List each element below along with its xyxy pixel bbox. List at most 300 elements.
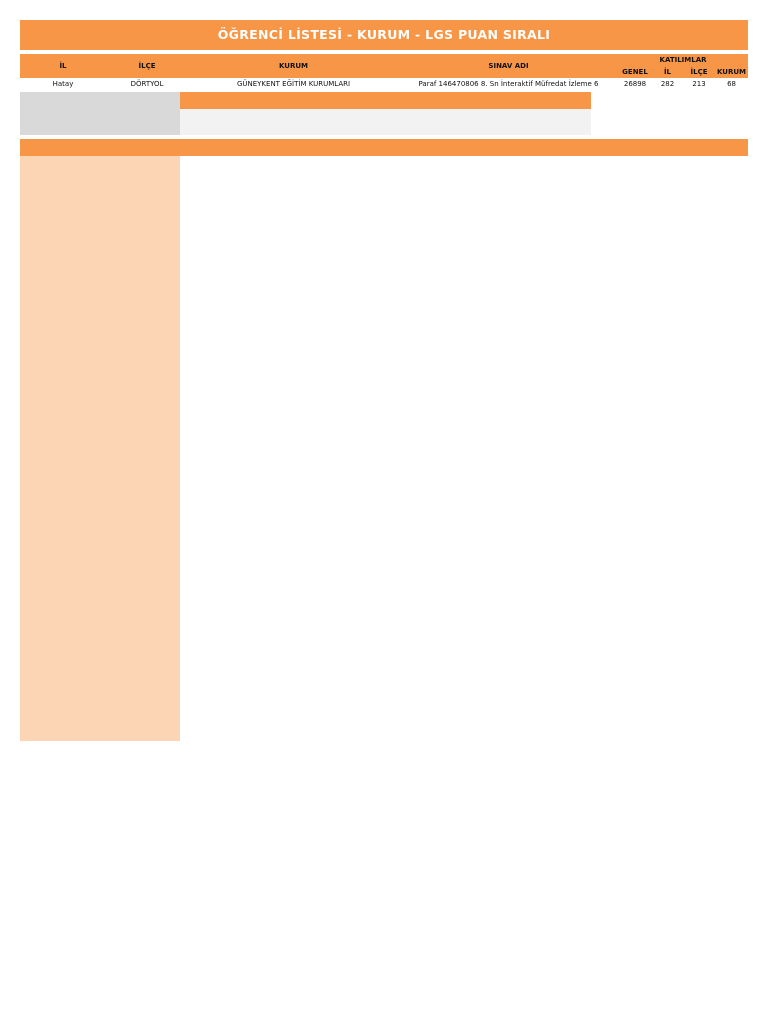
cell bbox=[180, 251, 194, 260]
cell bbox=[591, 526, 630, 535]
average-value bbox=[326, 118, 340, 127]
cell bbox=[375, 680, 389, 689]
cell bbox=[355, 397, 375, 406]
student-name bbox=[40, 560, 150, 569]
cell bbox=[180, 208, 194, 217]
cell bbox=[326, 431, 340, 440]
cell bbox=[709, 414, 748, 423]
cell bbox=[209, 715, 229, 724]
student-name bbox=[40, 319, 150, 328]
student-name bbox=[40, 577, 150, 586]
cell bbox=[709, 715, 748, 724]
cell bbox=[341, 620, 355, 629]
cell bbox=[306, 276, 326, 285]
cell bbox=[306, 234, 326, 243]
student-class bbox=[151, 251, 181, 260]
cell bbox=[306, 551, 326, 560]
cell bbox=[180, 276, 194, 285]
cell bbox=[591, 354, 630, 363]
cell bbox=[709, 629, 748, 638]
student-name bbox=[40, 689, 150, 698]
cell bbox=[278, 680, 292, 689]
table-row bbox=[20, 483, 748, 492]
cell bbox=[243, 715, 257, 724]
cell bbox=[497, 517, 522, 526]
cell bbox=[424, 551, 438, 560]
cell bbox=[341, 603, 355, 612]
cell bbox=[306, 655, 326, 664]
cell bbox=[209, 483, 229, 492]
cell bbox=[591, 551, 630, 560]
cell bbox=[522, 431, 553, 440]
cell bbox=[341, 577, 355, 586]
cell bbox=[195, 569, 209, 578]
cell bbox=[306, 173, 326, 182]
cell bbox=[472, 483, 497, 492]
cell bbox=[497, 629, 522, 638]
cell bbox=[452, 526, 472, 535]
cell bbox=[669, 474, 708, 483]
cell bbox=[257, 560, 277, 569]
dyn-header bbox=[195, 101, 209, 110]
cell bbox=[424, 620, 438, 629]
student-class bbox=[151, 345, 181, 354]
cell bbox=[669, 165, 708, 174]
cell bbox=[709, 466, 748, 475]
row-number bbox=[20, 526, 40, 535]
cell bbox=[522, 629, 553, 638]
cell bbox=[438, 491, 452, 500]
cell bbox=[278, 319, 292, 328]
cell bbox=[669, 259, 708, 268]
student-class bbox=[151, 723, 181, 732]
cell bbox=[229, 285, 243, 294]
cell bbox=[522, 586, 553, 595]
cell bbox=[243, 423, 257, 432]
cell bbox=[243, 543, 257, 552]
cell bbox=[497, 457, 522, 466]
student-class bbox=[151, 311, 181, 320]
cell bbox=[257, 655, 277, 664]
student-name bbox=[40, 276, 150, 285]
cell bbox=[389, 603, 403, 612]
cell bbox=[452, 491, 472, 500]
student-class bbox=[151, 431, 181, 440]
cell bbox=[257, 612, 277, 621]
cell bbox=[709, 594, 748, 603]
katilim-ilce-value: 213 bbox=[683, 78, 715, 90]
cell bbox=[243, 397, 257, 406]
cell bbox=[341, 448, 355, 457]
cell bbox=[669, 637, 708, 646]
cell bbox=[522, 191, 553, 200]
cell bbox=[522, 345, 553, 354]
cell bbox=[630, 655, 669, 664]
cell bbox=[195, 294, 209, 303]
cell bbox=[669, 431, 708, 440]
cell bbox=[180, 474, 194, 483]
cell bbox=[229, 466, 243, 475]
row-number bbox=[20, 500, 40, 509]
cell bbox=[209, 414, 229, 423]
student-name bbox=[40, 586, 150, 595]
row-number bbox=[20, 362, 40, 371]
average-value bbox=[522, 109, 553, 118]
cell bbox=[472, 732, 497, 741]
dyn-header bbox=[403, 101, 423, 110]
student-name bbox=[40, 732, 150, 741]
cell bbox=[229, 723, 243, 732]
cell bbox=[195, 509, 209, 518]
cell bbox=[472, 311, 497, 320]
cell bbox=[553, 302, 591, 311]
cell bbox=[209, 448, 229, 457]
cell bbox=[591, 715, 630, 724]
cell bbox=[180, 672, 194, 681]
cell bbox=[438, 354, 452, 363]
cell bbox=[278, 500, 292, 509]
cell bbox=[355, 603, 375, 612]
cell bbox=[424, 354, 438, 363]
cell bbox=[522, 208, 553, 217]
row-number bbox=[20, 311, 40, 320]
cell bbox=[355, 569, 375, 578]
cell bbox=[522, 663, 553, 672]
subject-header bbox=[424, 92, 473, 101]
cell bbox=[472, 586, 497, 595]
cell bbox=[424, 225, 438, 234]
cell bbox=[630, 517, 669, 526]
cell bbox=[472, 259, 497, 268]
student-class bbox=[151, 637, 181, 646]
average-value bbox=[497, 118, 522, 127]
cell bbox=[472, 242, 497, 251]
cell bbox=[278, 509, 292, 518]
cell bbox=[497, 431, 522, 440]
cell bbox=[355, 156, 375, 165]
cell bbox=[326, 655, 340, 664]
cell bbox=[355, 448, 375, 457]
cell bbox=[424, 199, 438, 208]
table-row bbox=[20, 448, 748, 457]
cell bbox=[389, 517, 403, 526]
cell bbox=[522, 637, 553, 646]
cell bbox=[195, 380, 209, 389]
cell bbox=[669, 466, 708, 475]
cell bbox=[243, 285, 257, 294]
cell bbox=[438, 294, 452, 303]
cell bbox=[553, 629, 591, 638]
cell bbox=[209, 268, 229, 277]
cell bbox=[278, 732, 292, 741]
cell bbox=[553, 345, 591, 354]
student-name bbox=[40, 466, 150, 475]
cell bbox=[472, 457, 497, 466]
avg-subject-row bbox=[20, 92, 748, 101]
student-name bbox=[40, 423, 150, 432]
cell bbox=[438, 594, 452, 603]
cell bbox=[278, 448, 292, 457]
cell bbox=[209, 500, 229, 509]
cell bbox=[553, 268, 591, 277]
cell bbox=[180, 577, 194, 586]
cell bbox=[424, 517, 438, 526]
average-value bbox=[326, 109, 340, 118]
cell bbox=[375, 345, 389, 354]
cell bbox=[389, 509, 403, 518]
cell bbox=[243, 680, 257, 689]
cell bbox=[306, 431, 326, 440]
cell bbox=[243, 225, 257, 234]
cell bbox=[403, 191, 423, 200]
row-number bbox=[20, 388, 40, 397]
cell bbox=[522, 594, 553, 603]
table-row bbox=[20, 354, 748, 363]
cell bbox=[669, 603, 708, 612]
cell bbox=[472, 208, 497, 217]
cell bbox=[341, 534, 355, 543]
average-value bbox=[522, 126, 553, 135]
dyn-header bbox=[180, 148, 194, 157]
cell bbox=[591, 543, 630, 552]
cell bbox=[306, 732, 326, 741]
cell bbox=[180, 715, 194, 724]
cell bbox=[472, 723, 497, 732]
student-class bbox=[151, 466, 181, 475]
student-class bbox=[151, 663, 181, 672]
cell bbox=[630, 620, 669, 629]
cell bbox=[209, 362, 229, 371]
cell bbox=[553, 276, 591, 285]
cell bbox=[497, 560, 522, 569]
cell bbox=[243, 319, 257, 328]
info-table bbox=[20, 54, 748, 90]
cell bbox=[375, 663, 389, 672]
cell bbox=[306, 380, 326, 389]
cell bbox=[375, 474, 389, 483]
cell bbox=[341, 706, 355, 715]
cell bbox=[195, 268, 209, 277]
table-row bbox=[20, 586, 748, 595]
cell bbox=[472, 397, 497, 406]
cell bbox=[355, 440, 375, 449]
cell bbox=[424, 594, 438, 603]
cell bbox=[341, 543, 355, 552]
cell bbox=[292, 362, 306, 371]
cell bbox=[553, 509, 591, 518]
row-number bbox=[20, 483, 40, 492]
cell bbox=[389, 663, 403, 672]
cell bbox=[341, 199, 355, 208]
cell bbox=[375, 156, 389, 165]
cell bbox=[229, 191, 243, 200]
cell bbox=[472, 319, 497, 328]
cell bbox=[630, 637, 669, 646]
student-name bbox=[40, 302, 150, 311]
cell bbox=[195, 345, 209, 354]
cell bbox=[326, 199, 340, 208]
katilim-il-value: 282 bbox=[652, 78, 683, 90]
cell bbox=[497, 698, 522, 707]
cell bbox=[709, 354, 748, 363]
cell bbox=[403, 620, 423, 629]
cell bbox=[472, 612, 497, 621]
cell bbox=[709, 706, 748, 715]
cell bbox=[292, 655, 306, 664]
student-name bbox=[40, 457, 150, 466]
student-name bbox=[40, 242, 150, 251]
cell bbox=[243, 199, 257, 208]
cell bbox=[180, 500, 194, 509]
row-number bbox=[20, 216, 40, 225]
cell bbox=[709, 448, 748, 457]
cell bbox=[243, 526, 257, 535]
cell bbox=[326, 182, 340, 191]
cell bbox=[180, 388, 194, 397]
cell bbox=[452, 448, 472, 457]
cell bbox=[472, 620, 497, 629]
cell bbox=[452, 311, 472, 320]
cell bbox=[709, 612, 748, 621]
cell bbox=[209, 440, 229, 449]
subject-header bbox=[180, 139, 229, 148]
cell bbox=[452, 191, 472, 200]
toplam-header bbox=[472, 92, 553, 101]
cell bbox=[195, 354, 209, 363]
cell bbox=[424, 440, 438, 449]
cell bbox=[709, 457, 748, 466]
cell bbox=[438, 715, 452, 724]
cell bbox=[389, 362, 403, 371]
dyn-header bbox=[209, 101, 229, 110]
cell bbox=[438, 302, 452, 311]
cell bbox=[472, 577, 497, 586]
cell bbox=[669, 276, 708, 285]
cell bbox=[243, 414, 257, 423]
cell bbox=[591, 294, 630, 303]
cell bbox=[438, 371, 452, 380]
cell bbox=[669, 328, 708, 337]
cell bbox=[497, 646, 522, 655]
student-class bbox=[151, 483, 181, 492]
average-value bbox=[355, 118, 375, 127]
cell bbox=[229, 577, 243, 586]
cell bbox=[472, 603, 497, 612]
cell bbox=[341, 612, 355, 621]
cell bbox=[403, 362, 423, 371]
student-class bbox=[151, 706, 181, 715]
cell bbox=[497, 285, 522, 294]
student-class bbox=[151, 423, 181, 432]
cell bbox=[341, 663, 355, 672]
table-row bbox=[20, 629, 748, 638]
cell bbox=[375, 612, 389, 621]
cell bbox=[438, 311, 452, 320]
cell bbox=[292, 397, 306, 406]
student-name bbox=[40, 397, 150, 406]
student-class bbox=[151, 216, 181, 225]
cell bbox=[452, 259, 472, 268]
table-row bbox=[20, 440, 748, 449]
cell bbox=[591, 586, 630, 595]
cell bbox=[243, 354, 257, 363]
cell bbox=[341, 629, 355, 638]
cell bbox=[257, 302, 277, 311]
cell bbox=[229, 483, 243, 492]
student-class bbox=[151, 414, 181, 423]
cell bbox=[341, 551, 355, 560]
cell bbox=[403, 354, 423, 363]
cell bbox=[306, 371, 326, 380]
cell bbox=[306, 405, 326, 414]
cell bbox=[326, 319, 340, 328]
cell bbox=[389, 543, 403, 552]
cell bbox=[257, 543, 277, 552]
row-number bbox=[20, 689, 40, 698]
cell bbox=[553, 397, 591, 406]
row-number bbox=[20, 268, 40, 277]
cell bbox=[195, 603, 209, 612]
cell bbox=[669, 689, 708, 698]
cell bbox=[591, 517, 630, 526]
cell bbox=[424, 672, 438, 681]
cell bbox=[403, 345, 423, 354]
cell bbox=[278, 586, 292, 595]
average-value bbox=[341, 109, 355, 118]
cell bbox=[438, 526, 452, 535]
cell bbox=[278, 216, 292, 225]
student-class bbox=[151, 388, 181, 397]
cell bbox=[709, 302, 748, 311]
cell bbox=[257, 551, 277, 560]
cell bbox=[438, 500, 452, 509]
cell bbox=[375, 594, 389, 603]
row-number bbox=[20, 509, 40, 518]
cell bbox=[389, 457, 403, 466]
cell bbox=[292, 251, 306, 260]
katilim-kurum-header: KURUM bbox=[715, 66, 748, 78]
cell bbox=[292, 414, 306, 423]
cell bbox=[180, 423, 194, 432]
cell bbox=[209, 457, 229, 466]
row-number bbox=[20, 723, 40, 732]
cell bbox=[591, 509, 630, 518]
table-row bbox=[20, 474, 748, 483]
cell bbox=[257, 569, 277, 578]
student-class bbox=[151, 491, 181, 500]
cell bbox=[306, 302, 326, 311]
cell bbox=[306, 259, 326, 268]
cell bbox=[522, 354, 553, 363]
cell bbox=[209, 543, 229, 552]
cell bbox=[292, 663, 306, 672]
cell bbox=[472, 474, 497, 483]
cell bbox=[229, 620, 243, 629]
cell bbox=[472, 706, 497, 715]
cell bbox=[209, 234, 229, 243]
dyn-header bbox=[292, 101, 306, 110]
table-row bbox=[20, 362, 748, 371]
cell bbox=[306, 577, 326, 586]
cell bbox=[306, 337, 326, 346]
cell bbox=[180, 337, 194, 346]
cell bbox=[403, 491, 423, 500]
cell bbox=[452, 672, 472, 681]
cell bbox=[630, 732, 669, 741]
genel-header bbox=[591, 139, 630, 148]
cell bbox=[229, 663, 243, 672]
cell bbox=[278, 698, 292, 707]
